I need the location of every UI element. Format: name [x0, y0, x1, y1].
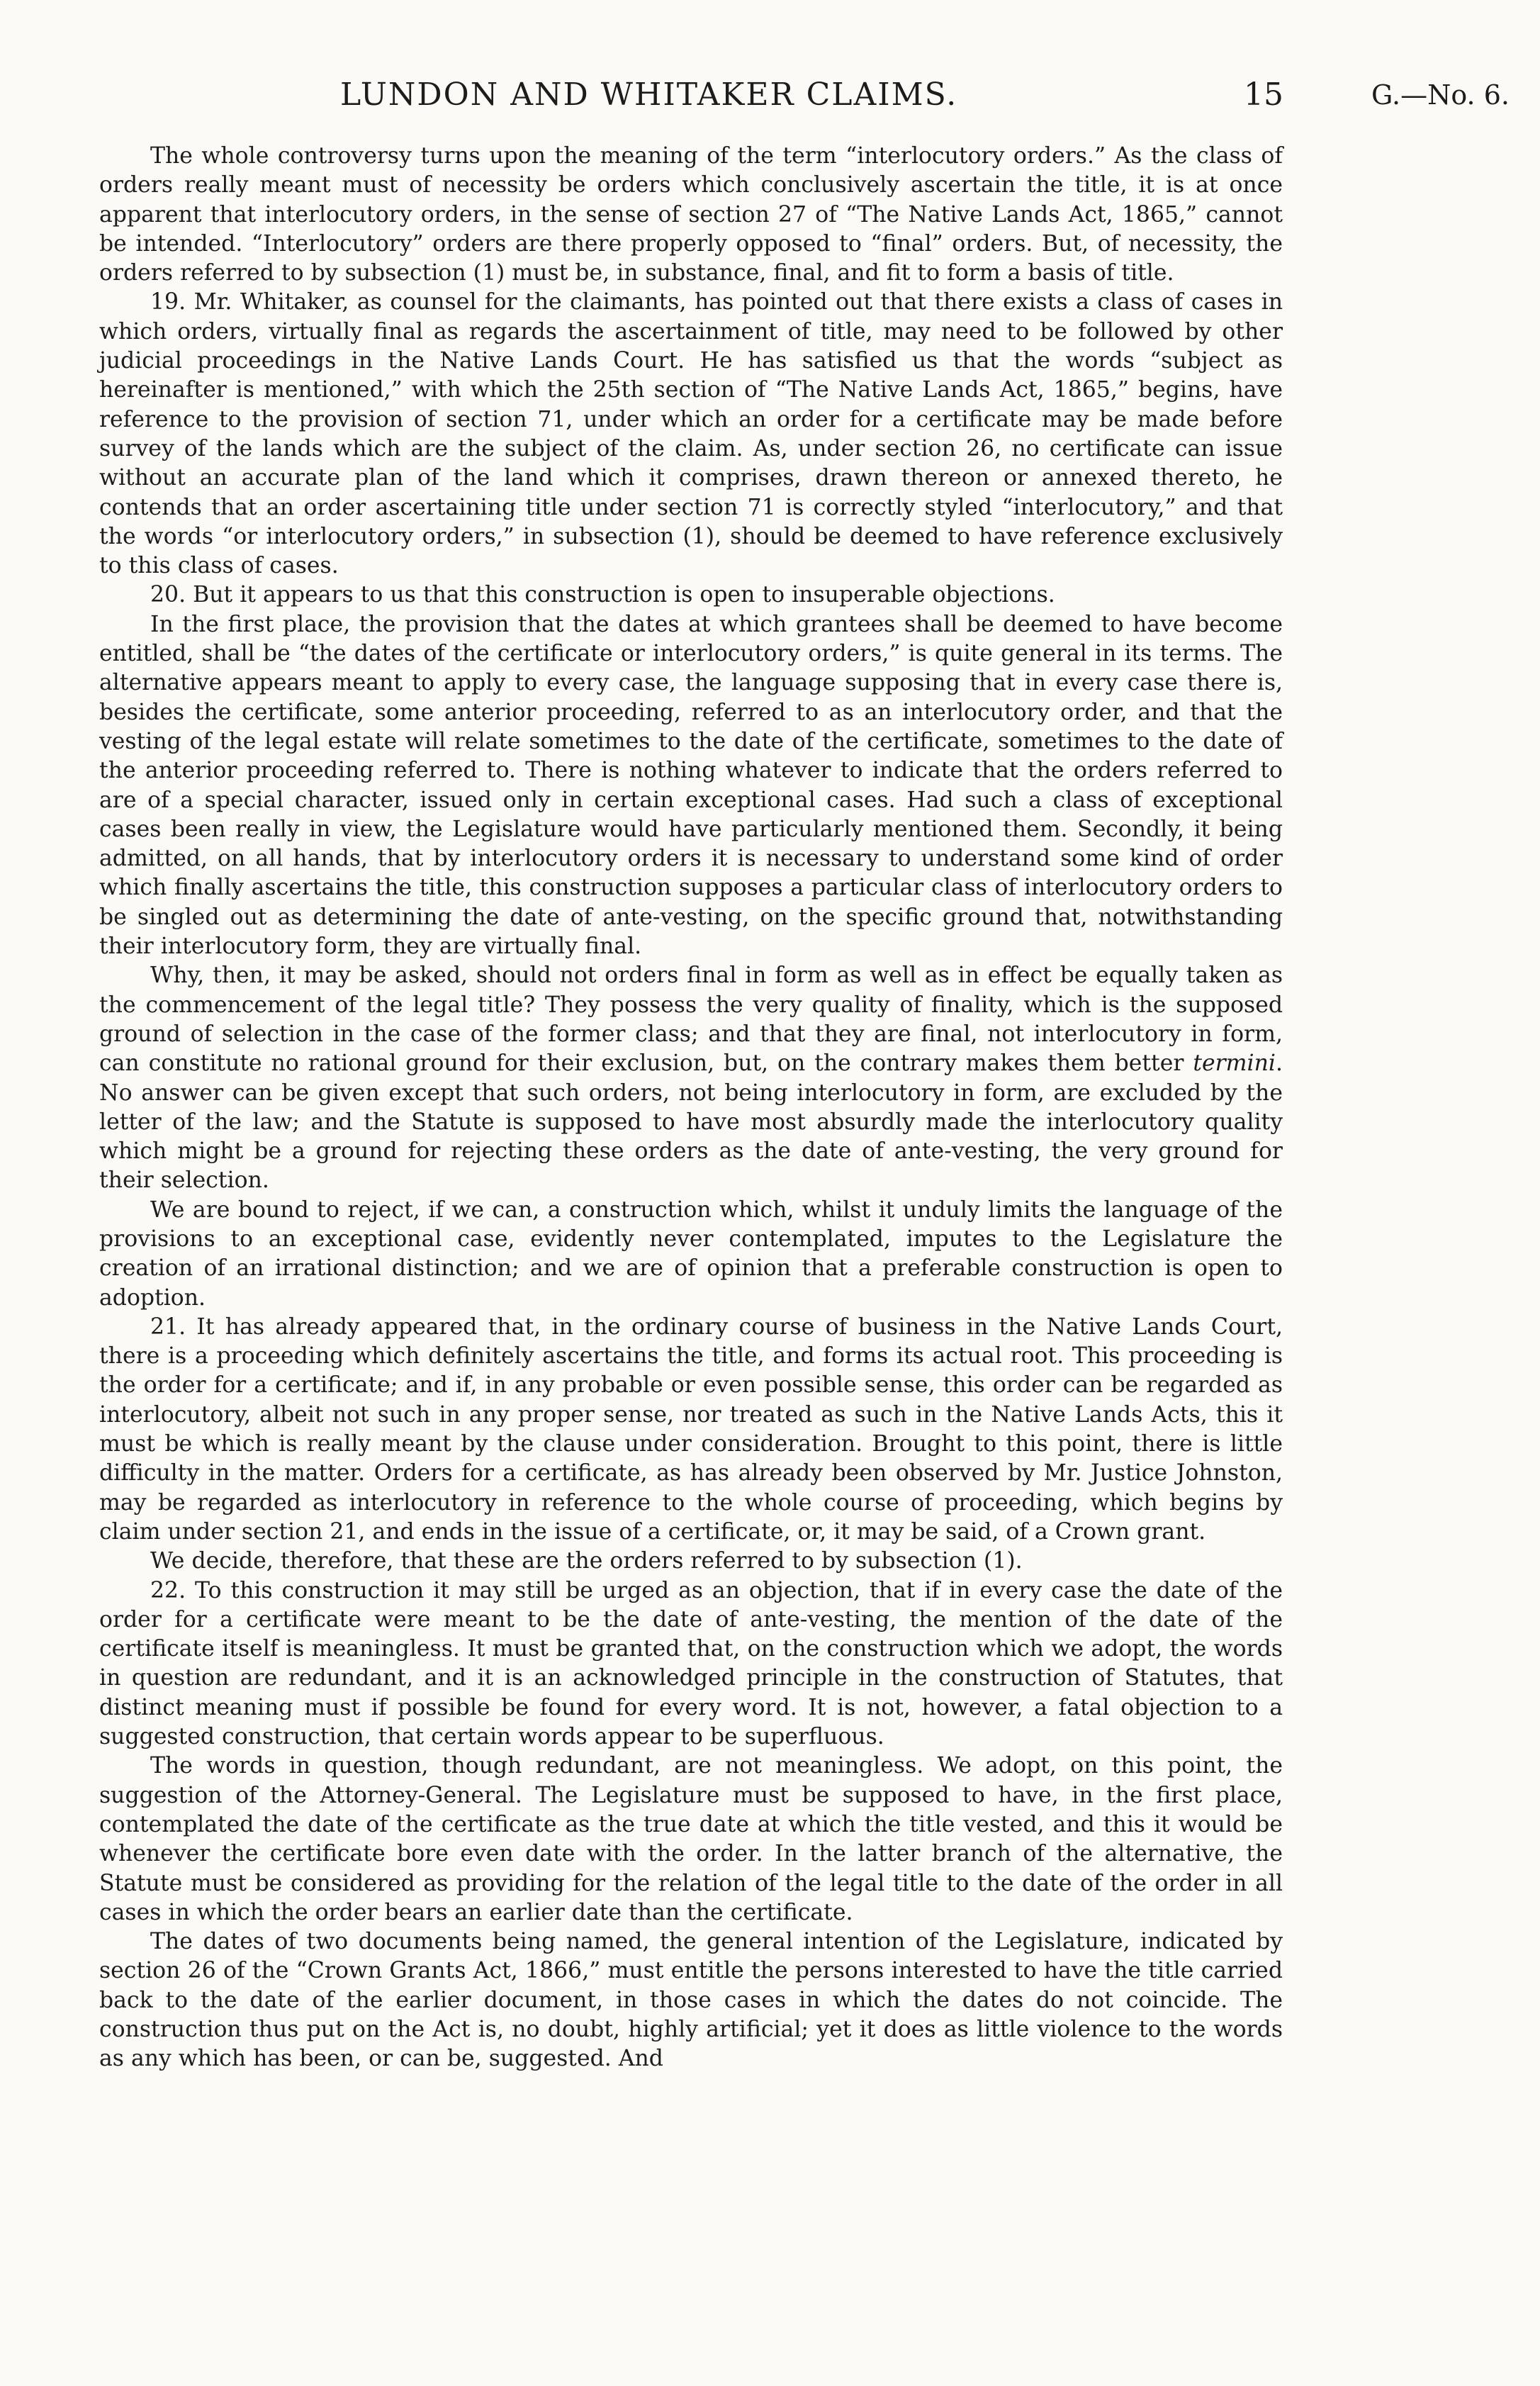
italic-term: termini: [1193, 1051, 1276, 1077]
document-reference: G.—No. 6.: [1371, 79, 1510, 111]
body-text: [99, 142, 1283, 2074]
page-number: 15: [1244, 77, 1283, 113]
paragraph-21: 21. It has already appeared that, in the ordinary course of business in the Native Lands Court, there is a proceeding which definitely ascertains the title, and forms its actual root. This proceeding is the order for a certificate; and if, in any probable or even possible sense, this order can be regarded as interlocutory, albeit not such in any proper sense, nor treated as such in the Native Lands Acts, this it must be which is really meant by the clause under consideration. Brought to this point, there is little difficulty in the matter. Orders for a certificate, as has already been observed by Mr. Justice Johnston, may be regarded as interlocutory in reference to the whole course of proceeding, which begins by claim under section 21, and ends in the issue of a certificate, or, it may be said, of a Crown grant.: [99, 1314, 1283, 1545]
paragraph-19: 19. Mr. Whitaker, as counsel for the claimants, has pointed out that there exists a class of cases in which orders, virtually final as regards the ascertainment of title, may need to be followed by other judicial proceedings in the Native Lands Court. He has satisfied us that the words “subject as hereinafter is mentioned,” with which the 25th section of “The Native Lands Act, 1865,” begins, have reference to the provision of section 71, under which an order for a certificate may be made before survey of the lands which are the subject of the claim. As, under section 26, no certificate can issue without an accurate plan of the land which it comprises, drawn thereon or annexed thereto, he contends that an order ascertaining title under section 71 is correctly styled “interlocutory,” and that the words “or interlocutory orders,” in subsection (1), should be deemed to have reference exclusively to this class of cases.: [99, 289, 1283, 579]
paragraph: The dates of two documents being named, the general intention of the Legislature, indicated by section 26 of the “Crown Grants Act, 1866,” must entitle the persons interested to have the title carried back to the date of the earlier document, in those cases in which the dates do not coincide. The construction thus put on the Act is, no doubt, highly artificial; yet it does as little violence to the words as any which has been, or can be, suggested. And: [99, 1929, 1283, 2072]
paragraph: The whole controversy turns upon the meaning of the term “interlocutory orders.” As the class of orders really meant must of necessity be orders which conclusively ascertain the title, it is at once apparent that interlocutory orders, in the sense of section 27 of “The Native Lands Act, 1865,” cannot be intended. “Interlocutory” orders are there properly opposed to “final” orders. But, of necessity, the orders referred to by subsection (1) must be, in substance, final, and fit to form a basis of title.: [99, 143, 1283, 286]
paragraph-22: 22. To this construction it may still be urged as an objection, that if in every case the date of the order for a certificate were meant to be the date of ante-vesting, the mention of the date of the certificate itself is meaningless. It must be granted that, on the construction which we adopt, the words in question are redundant, and it is an acknowledged principle in the construction of Statutes, that distinct meaning must if possible be found for every word. It is not, however, a fatal objection to a suggested construction, that certain words appear to be superfluous.: [99, 1577, 1283, 1750]
paragraph: Why, then, it may be asked, should not orders final in form as well as in effect be equally taken as the commencement of the legal title? They possess the very quality of finality, which is the supposed ground of selection in the case of the former class; and that they are final, not interlocutory in form, can constitute no rational ground for their exclusion, but, on the contrary makes them better termini. No answer can be given except that such orders, not being interlocutory in form, are excluded by the letter of the law; and the Statute is supposed to have most absurdly made the interlocutory quality which might be a ground for rejecting these orders as the date of ante-vesting, the very ground for their selection.: [99, 963, 1283, 1194]
paragraph-20: 20. But it appears to us that this construction is open to insuperable objections.: [150, 582, 1055, 608]
running-title: LUNDON AND WHITAKER CLAIMS.: [340, 77, 958, 113]
page-header: [0, 77, 1540, 119]
paragraph: The words in question, though redundant, are not meaningless. We adopt, on this point, the suggestion of the Attorney-General. The Legislature must be supposed to have, in the first place, contemplated the date of the certificate as the true date at which the title vested, and this it would be whenever the certificate bore even date with the order. In the latter branch of the alternative, the Statute must be considered as providing for the relation of the legal title to the date of the order in all cases in which the order bears an earlier date than the certificate.: [99, 1753, 1283, 1925]
paragraph: We are bound to reject, if we can, a construction which, whilst it unduly limits the language of the provisions to an exceptional case, evidently never contemplated, imputes to the Legislature the creation of an irrational distinction; and we are of opinion that a preferable construction is open to adoption.: [99, 1197, 1283, 1311]
paragraph: In the first place, the provision that the dates at which grantees shall be deemed to have become entitled, shall be “the dates of the certificate or interlocutory orders,” is quite general in its terms. The alternative appears meant to apply to every case, the language supposing that in every case there is, besides the certificate, some anterior proceeding, referred to as an interlocutory order, and that the vesting of the legal estate will relate sometimes to the date of the certificate, sometimes to the date of the anterior proceeding referred to. There is nothing whatever to indicate that the orders referred to are of a special character, issued only in certain exceptional cases. Had such a class of exceptional cases been really in view, the Legislature would have particularly mentioned them. Secondly, it being admitted, on all hands, that by interlocutory orders it is necessary to understand some kind of order which finally ascertains the title, this construction supposes a particular class of interlocutory orders to be singled out as determining the date of ante-vesting, on the specific ground that, notwithstanding their interlocutory form, they are virtually final.: [99, 611, 1283, 960]
paragraph: We decide, therefore, that these are the orders referred to by subsection (1).: [150, 1548, 1023, 1574]
